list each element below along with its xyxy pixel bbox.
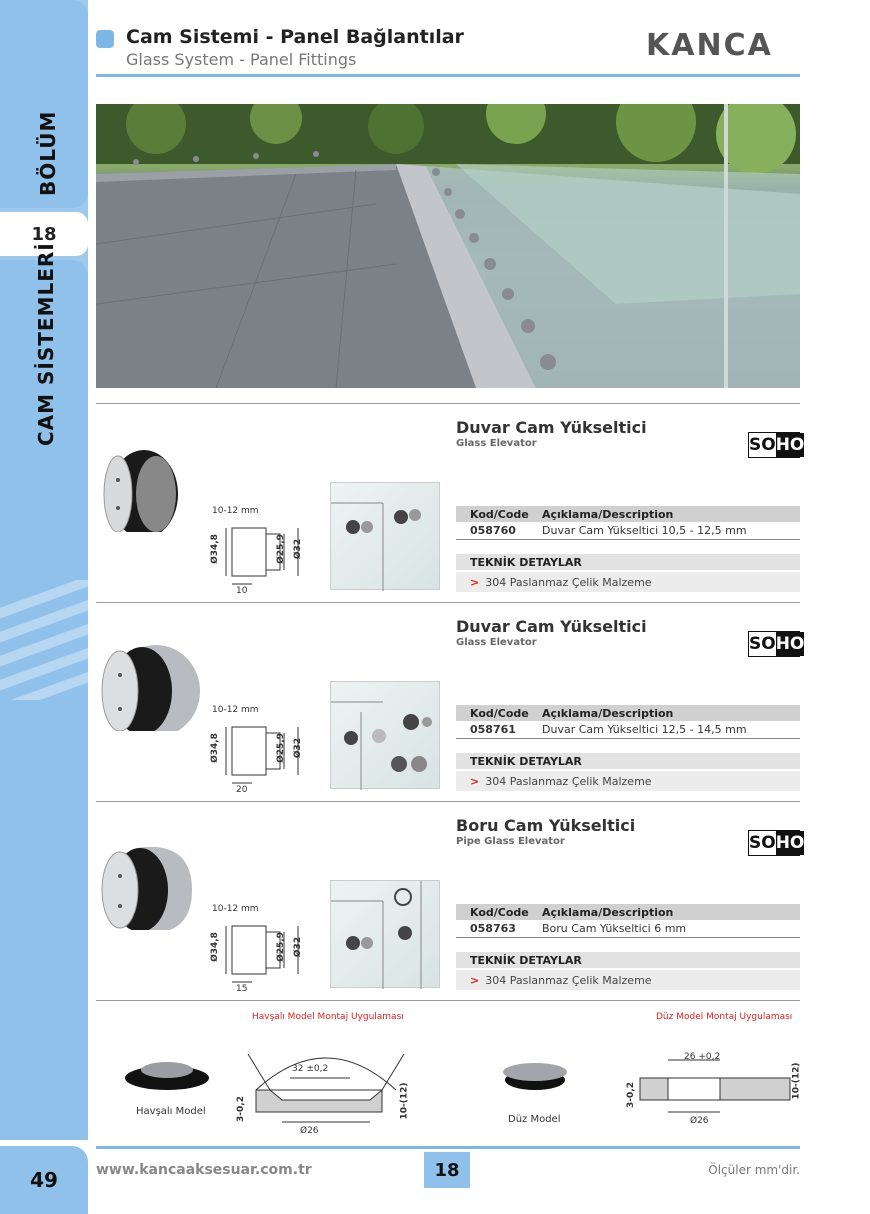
product-title: Boru Cam Yükseltici bbox=[456, 816, 636, 835]
dim-top: 10-12 mm bbox=[212, 705, 259, 715]
dim-d1: Ø34,8 bbox=[209, 932, 220, 962]
footer-section-number: 18 bbox=[424, 1152, 470, 1188]
table-header bbox=[456, 506, 800, 522]
section-label: BÖLÜM bbox=[36, 110, 60, 196]
flat-mount-label: Düz Model Montaj Uygulaması bbox=[656, 1012, 793, 1022]
flat-model-caption: Düz Model bbox=[508, 1114, 561, 1125]
brand-logo: KANCA bbox=[646, 28, 773, 63]
right-dim-left: 3-0,2 bbox=[625, 1082, 636, 1108]
brand-part-a: SO bbox=[749, 435, 776, 455]
table-row bbox=[456, 522, 800, 540]
tech-title: TEKNİK DETAYLAR bbox=[456, 554, 800, 570]
table-header bbox=[456, 705, 800, 721]
col-desc-header: Açıklama/Description bbox=[542, 706, 674, 720]
section-number: 18 bbox=[0, 212, 88, 256]
left-dim-right: 10-(12) bbox=[399, 1082, 410, 1120]
dim-d1: Ø34,8 bbox=[209, 534, 220, 564]
category-label: CAM SİSTEMLERİ bbox=[34, 242, 58, 446]
soho-brand-badge bbox=[748, 631, 805, 657]
product-description: Duvar Cam Yükseltici 12,5 - 14,5 mm bbox=[542, 723, 747, 736]
product-code: 058761 bbox=[470, 723, 516, 736]
brand-part-a: SO bbox=[749, 634, 776, 654]
tech-title: TEKNİK DETAYLAR bbox=[456, 952, 800, 968]
dim-d3: Ø32 bbox=[293, 538, 304, 560]
right-dim-bottom: Ø26 bbox=[690, 1116, 709, 1126]
product-subtitle: Pipe Glass Elevator bbox=[456, 836, 565, 847]
dimension-drawing bbox=[206, 902, 306, 998]
product-table bbox=[456, 705, 800, 739]
col-desc-header: Açıklama/Description bbox=[542, 507, 674, 521]
product-table bbox=[456, 904, 800, 938]
dim-d1: Ø34,8 bbox=[209, 733, 220, 763]
table-header bbox=[456, 904, 800, 920]
dim-bottom: 15 bbox=[236, 984, 248, 994]
product-table bbox=[456, 506, 800, 540]
dim-d2: Ø25,9 bbox=[275, 932, 286, 962]
col-code-header: Kod/Code bbox=[470, 706, 529, 720]
product-card bbox=[96, 802, 805, 998]
soho-brand-badge bbox=[748, 830, 805, 856]
col-desc-header: Açıklama/Description bbox=[542, 905, 674, 919]
assembly-drawing bbox=[330, 880, 440, 988]
tech-item-text: 304 Paslanmaz Çelik Malzeme bbox=[485, 575, 652, 589]
dim-bottom: 20 bbox=[236, 785, 248, 795]
dim-top: 10-12 mm bbox=[212, 904, 259, 914]
dim-top: 10-12 mm bbox=[212, 506, 259, 516]
product-code: 058760 bbox=[470, 524, 516, 537]
brand-part-b: HO bbox=[775, 634, 805, 654]
product-description: Boru Cam Yükseltici 6 mm bbox=[542, 922, 687, 935]
sidebar-stripes bbox=[0, 580, 88, 700]
product-subtitle: Glass Elevator bbox=[456, 438, 537, 449]
right-dim-top: 26 +0,2 bbox=[684, 1052, 721, 1062]
dim-d2: Ø25,9 bbox=[275, 733, 286, 763]
flat-model-photo bbox=[490, 1056, 580, 1096]
arrow-right-icon: > bbox=[470, 774, 480, 788]
product-photo bbox=[96, 631, 206, 731]
section-divider bbox=[96, 1000, 800, 1001]
table-row bbox=[456, 721, 800, 739]
right-dim-right: 10-(12) bbox=[791, 1062, 802, 1100]
header-bullet bbox=[96, 30, 114, 48]
sidebar bbox=[0, 0, 88, 1140]
page-subtitle: Glass System - Panel Fittings bbox=[126, 50, 357, 69]
product-subtitle: Glass Elevator bbox=[456, 637, 537, 648]
countersunk-model-caption: Havşalı Model bbox=[136, 1106, 206, 1117]
website-link[interactable]: www.kancaaksesuar.com.tr bbox=[96, 1162, 312, 1178]
tech-item bbox=[456, 970, 800, 990]
tech-item-text: 304 Paslanmaz Çelik Malzeme bbox=[485, 774, 652, 788]
dim-d2: Ø25,9 bbox=[275, 534, 286, 564]
countersunk-model-photo bbox=[122, 1056, 212, 1096]
product-description: Duvar Cam Yükseltici 10,5 - 12,5 mm bbox=[542, 524, 747, 537]
arrow-right-icon: > bbox=[470, 973, 480, 987]
dimension-drawing bbox=[206, 703, 306, 799]
product-code: 058763 bbox=[470, 922, 516, 935]
units-note: Ölçüler mm'dir. bbox=[708, 1163, 800, 1177]
left-dim-top: 32 ±0,2 bbox=[292, 1064, 329, 1074]
assembly-drawing bbox=[330, 482, 440, 590]
tech-item bbox=[456, 771, 800, 791]
left-dim-left: 3-0,2 bbox=[235, 1096, 246, 1122]
table-row bbox=[456, 920, 800, 938]
dim-d3: Ø32 bbox=[293, 936, 304, 958]
page-number: 49 bbox=[0, 1146, 88, 1214]
countersunk-mount-label: Havşalı Model Montaj Uygulaması bbox=[252, 1012, 404, 1022]
dimension-drawing bbox=[206, 504, 306, 600]
hero-photo bbox=[96, 104, 800, 388]
left-dim-bottom: Ø26 bbox=[300, 1126, 319, 1136]
tech-title: TEKNİK DETAYLAR bbox=[456, 753, 800, 769]
tech-item bbox=[456, 572, 800, 592]
product-card bbox=[96, 603, 805, 799]
col-code-header: Kod/Code bbox=[470, 905, 529, 919]
page-title: Cam Sistemi - Panel Bağlantılar bbox=[126, 26, 464, 48]
arrow-right-icon: > bbox=[470, 575, 480, 589]
product-title: Duvar Cam Yükseltici bbox=[456, 617, 647, 636]
footer-divider bbox=[96, 1146, 800, 1149]
tech-item-text: 304 Paslanmaz Çelik Malzeme bbox=[485, 973, 652, 987]
col-code-header: Kod/Code bbox=[470, 507, 529, 521]
brand-part-b: HO bbox=[775, 833, 805, 853]
countersunk-mount-diagram bbox=[236, 1034, 416, 1138]
product-photo bbox=[96, 432, 206, 532]
brand-part-b: HO bbox=[775, 435, 805, 455]
dim-d3: Ø32 bbox=[293, 737, 304, 759]
assembly-drawing bbox=[330, 681, 440, 789]
soho-brand-badge bbox=[748, 432, 805, 458]
brand-part-a: SO bbox=[749, 833, 776, 853]
technical-details bbox=[456, 554, 800, 592]
product-title: Duvar Cam Yükseltici bbox=[456, 418, 647, 437]
product-card bbox=[96, 404, 805, 600]
dim-bottom: 10 bbox=[236, 586, 248, 596]
technical-details bbox=[456, 952, 800, 990]
technical-details bbox=[456, 753, 800, 791]
header-divider bbox=[96, 74, 800, 77]
product-photo bbox=[96, 830, 206, 930]
